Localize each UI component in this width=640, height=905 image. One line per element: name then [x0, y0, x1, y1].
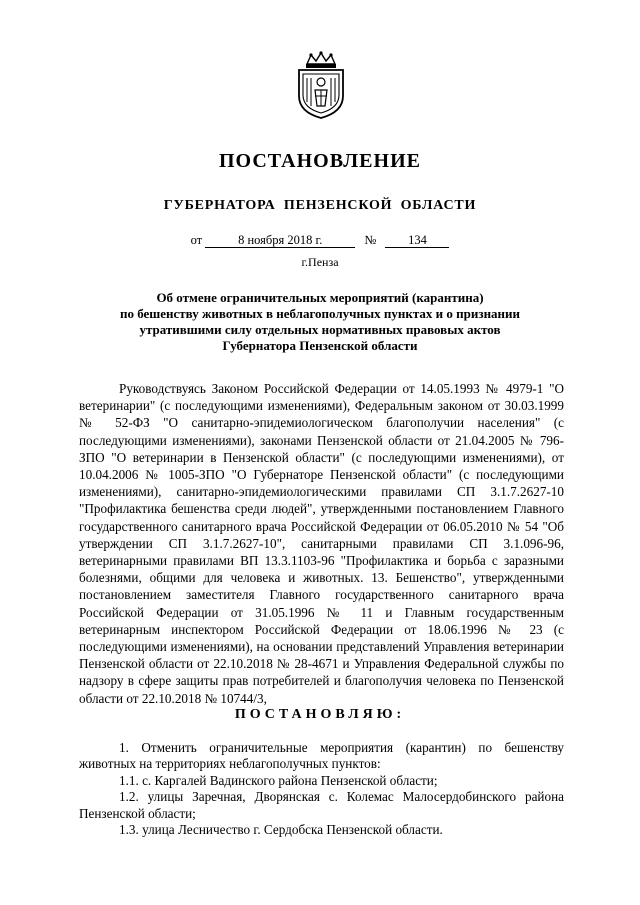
decree-item: 1.3. улица Лесничество г. Сердобска Пензенской области.	[119, 822, 443, 838]
decree-items	[79, 740, 564, 838]
date-number-line	[0, 233, 640, 248]
decree-word: ПОСТАНОВЛЯЮ:	[234, 707, 406, 722]
penza-coat-of-arms-icon	[293, 50, 349, 120]
document-heading	[0, 290, 640, 354]
document-title: ПОСТАНОВЛЕНИЕ	[219, 150, 421, 172]
decree-item: 1.1. с. Каргалей Вадинского района Пензенской области;	[119, 772, 438, 788]
document-city: г.Пенза	[301, 255, 339, 269]
decree-item: 1. Отменить ограничительные мероприятия (карантин) по бешенству животных на территориях неблагополучных пунктов:	[79, 740, 564, 772]
document-subtitle: ГУБЕРНАТОРА ПЕНЗЕНСКОЙ ОБЛАСТИ	[163, 198, 477, 213]
preamble-paragraph: Руководствуясь Законом Российской Федерации от 14.05.1993 № 4979-1 "О ветеринарии" (с последующими изменениями), Федеральным законом от 30.03.1999 № 52-ФЗ "О санитарно-эпидемиологическом благополучии населения" (с последующими изменениями), законами Пензенской области от 21.04.2005 № 796-ЗПО "О ветеринарии в Пензенской области" (с последующими изменениями), от 10.04.2006 № 1005-ЗПО "О Губернаторе Пензенской области" (с последующими изменениями), санитарно-эпидемиологическими правилами СП 3.1.7.2627-10 "Профилактика бешенства среди людей", утвержденными постановлением Главного государственного санитарного врача Российской Федерации от 06.05.2010 № 54 "Об утверждении СП 3.1.7.2627-10", санитарными правилами СП 3.1.096-96, ветеринарными правилами ВП 13.3.1103-96 "Профилактика и борьба с заразными болезнями, общими для человека и животных. 13. Бешенство", утвержденными постановлением заместителя Главного государственного санитарного врача Российской Федерации от 31.05.1996 № 11 и Главным государственным ветеринарным инспектором Российской Федерации от 18.06.1996 № 23 (с последующими изменениями), на основании представлений Управления ветеринарии Пензенской области от 22.10.2018 № 28-4671 и Управления Федеральной службы по надзору в сфере защиты прав потребителей и благополучия человека по Пензенской области от 22.10.2018 № 10744/3,	[79, 381, 564, 706]
heading-line: по бешенству животных в неблагополучных пунктах и о признании	[119, 306, 521, 321]
heading-line: утратившими силу отдельных нормативных правовых актов	[139, 322, 501, 337]
document-date: 8 ноября 2018 г.	[205, 233, 355, 248]
decree-item: 1.2. улицы Заречная, Дворянская с. Колемас Малосердобинского района Пензенской области;	[79, 789, 564, 821]
heading-line: Губернатора Пензенской области	[222, 338, 418, 353]
heading-line: Об отмене ограничительных мероприятий (карантина)	[156, 290, 484, 305]
date-prefix: от	[190, 233, 203, 247]
document-number: 134	[385, 233, 449, 248]
number-label: №	[364, 233, 377, 247]
